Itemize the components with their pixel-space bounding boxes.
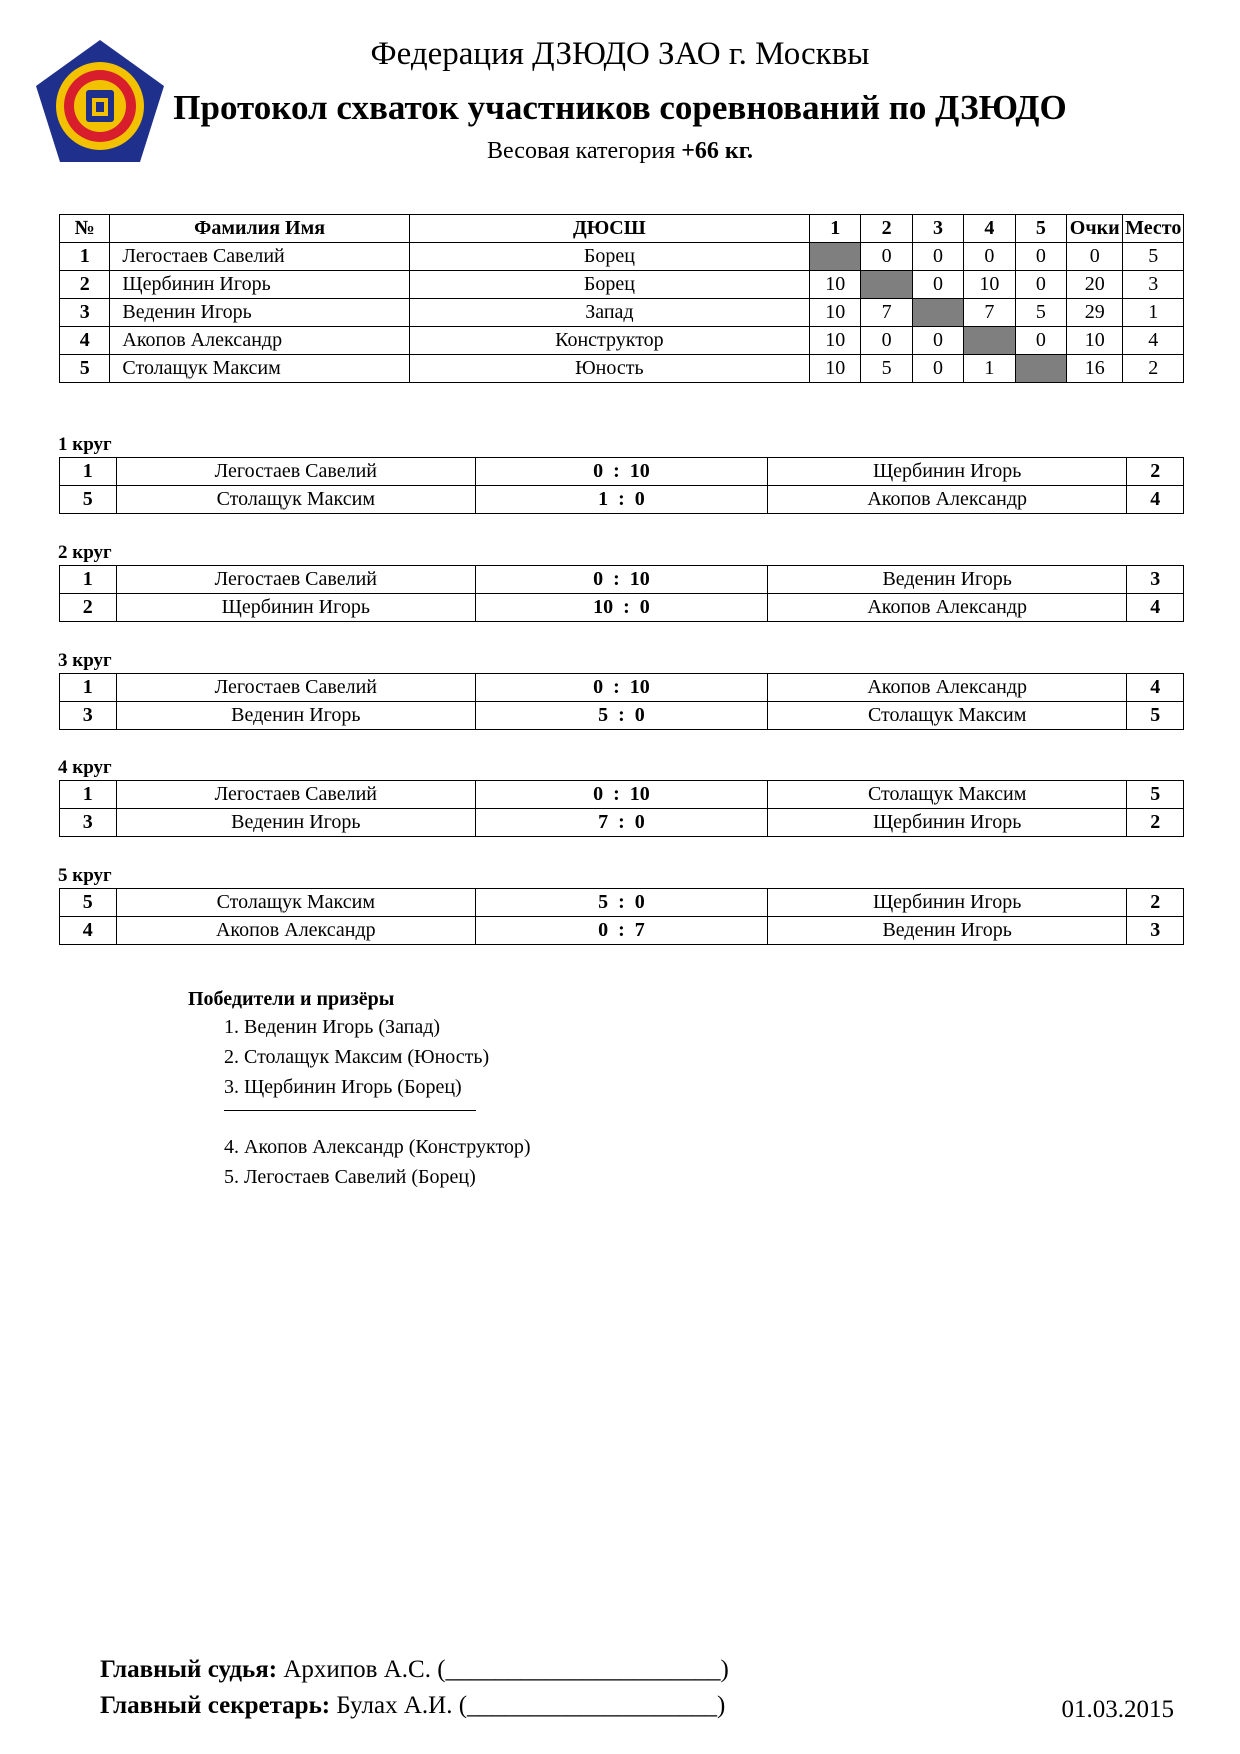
fighter2-num: 5 xyxy=(1127,781,1184,809)
page-title: Протокол схваток участников соревнований по ДЗЮДО xyxy=(173,88,1067,127)
fighter1-name: Столащук Максим xyxy=(116,889,476,917)
participant-school: Конструктор xyxy=(409,327,809,355)
bout-row xyxy=(60,809,1184,837)
fighter1-num: 5 xyxy=(60,889,117,917)
fighter2-num: 2 xyxy=(1127,458,1184,486)
fighter1-num: 1 xyxy=(60,781,117,809)
round-table xyxy=(59,565,1184,622)
participant-place: 4 xyxy=(1123,327,1184,355)
fighter1-name: Веденин Игорь xyxy=(116,809,476,837)
participant-name: Легостаев Савелий xyxy=(110,243,409,271)
winner-item: 1. Веденин Игорь (Запад) xyxy=(224,1016,441,1038)
standings-header-row xyxy=(60,215,1184,243)
bout-score: 7 : 0 xyxy=(476,809,768,837)
fighter1-num: 1 xyxy=(60,458,117,486)
bout-row xyxy=(60,566,1184,594)
participant-points: 10 xyxy=(1067,327,1123,355)
round-label: 5 круг xyxy=(58,865,112,886)
participant-school: Юность xyxy=(409,355,809,383)
chief-secretary-line xyxy=(100,1692,725,1720)
fighter1-name: Веденин Игорь xyxy=(116,702,476,730)
fighter2-num: 4 xyxy=(1127,486,1184,514)
fighter1-name: Легостаев Савелий xyxy=(116,674,476,702)
participant-name: Щербинин Игорь xyxy=(110,271,409,299)
bout-score: 0 : 7 xyxy=(476,917,768,945)
bout-score: 10 : 0 xyxy=(476,594,768,622)
bout-result: 0 xyxy=(861,243,912,271)
participant-name: Веденин Игорь xyxy=(110,299,409,327)
fighter1-name: Столащук Максим xyxy=(116,486,476,514)
bout-result: 0 xyxy=(861,327,912,355)
participant-school: Борец xyxy=(409,271,809,299)
fighter1-num: 1 xyxy=(60,566,117,594)
empty-cell xyxy=(912,299,963,327)
standings-table xyxy=(59,214,1184,383)
chief-secretary-label: Главный секретарь: xyxy=(100,1692,331,1719)
weight-category-label: Весовая категория xyxy=(487,138,676,164)
fighter2-num: 4 xyxy=(1127,674,1184,702)
standings-row xyxy=(60,271,1184,299)
standings-row xyxy=(60,355,1184,383)
round-table xyxy=(59,780,1184,837)
bout-score: 1 : 0 xyxy=(476,486,768,514)
participant-num: 1 xyxy=(60,243,110,271)
weight-category-value: +66 кг. xyxy=(681,138,753,164)
fighter1-num: 4 xyxy=(60,917,117,945)
winner-item: 3. Щербинин Игорь (Борец) xyxy=(224,1076,462,1098)
col-header-place: Место xyxy=(1123,215,1184,243)
fighter2-num: 2 xyxy=(1127,889,1184,917)
standings-row xyxy=(60,299,1184,327)
standings-row xyxy=(60,327,1184,355)
col-header-r1: 1 xyxy=(809,215,860,243)
bout-row xyxy=(60,781,1184,809)
bout-row xyxy=(60,486,1184,514)
bout-result: 0 xyxy=(1015,327,1066,355)
winners-title: Победители и призёры xyxy=(188,988,395,1010)
fighter2-num: 2 xyxy=(1127,809,1184,837)
bout-result: 1 xyxy=(964,355,1015,383)
participant-points: 29 xyxy=(1067,299,1123,327)
participant-name: Столащук Максим xyxy=(110,355,409,383)
bout-result: 10 xyxy=(809,355,860,383)
bout-result: 10 xyxy=(809,299,860,327)
participant-num: 5 xyxy=(60,355,110,383)
fighter2-name: Акопов Александр xyxy=(767,486,1127,514)
bout-result: 10 xyxy=(809,271,860,299)
fighter2-num: 5 xyxy=(1127,702,1184,730)
fighter1-name: Акопов Александр xyxy=(116,917,476,945)
empty-cell xyxy=(809,243,860,271)
fighter1-name: Легостаев Савелий xyxy=(116,781,476,809)
participant-place: 2 xyxy=(1123,355,1184,383)
round-label: 2 круг xyxy=(58,542,112,563)
col-header-num: № xyxy=(60,215,110,243)
bout-result: 5 xyxy=(1015,299,1066,327)
participant-school: Запад xyxy=(409,299,809,327)
chief-judge-label: Главный судья: xyxy=(100,1656,278,1683)
bout-row xyxy=(60,458,1184,486)
bout-score: 0 : 10 xyxy=(476,674,768,702)
standings-row xyxy=(60,243,1184,271)
fighter2-name: Веденин Игорь xyxy=(767,566,1127,594)
bout-result: 0 xyxy=(1015,243,1066,271)
bout-result: 0 xyxy=(912,243,963,271)
col-header-r4: 4 xyxy=(964,215,1015,243)
col-header-r3: 3 xyxy=(912,215,963,243)
fighter2-name: Акопов Александр xyxy=(767,594,1127,622)
winner-item: 2. Столащук Максим (Юность) xyxy=(224,1046,490,1068)
bout-score: 5 : 0 xyxy=(476,702,768,730)
fighter1-name: Легостаев Савелий xyxy=(116,458,476,486)
chief-secretary-value: Булах А.И. (____________________) xyxy=(336,1692,726,1719)
participant-num: 4 xyxy=(60,327,110,355)
col-header-school: ДЮСШ xyxy=(409,215,809,243)
fighter2-name: Щербинин Игорь xyxy=(767,458,1127,486)
round-table xyxy=(59,888,1184,945)
bout-row xyxy=(60,702,1184,730)
participant-school: Борец xyxy=(409,243,809,271)
fighter1-num: 2 xyxy=(60,594,117,622)
document-date: 01.03.2015 xyxy=(1061,1696,1174,1723)
bout-score: 0 : 10 xyxy=(476,458,768,486)
bout-result: 0 xyxy=(1015,271,1066,299)
fighter1-num: 3 xyxy=(60,702,117,730)
participant-num: 3 xyxy=(60,299,110,327)
fighter2-name: Столащук Максим xyxy=(767,702,1127,730)
bout-score: 5 : 0 xyxy=(476,889,768,917)
participant-place: 3 xyxy=(1123,271,1184,299)
bout-result: 0 xyxy=(912,327,963,355)
empty-cell xyxy=(964,327,1015,355)
fighter2-name: Щербинин Игорь xyxy=(767,809,1127,837)
participant-name: Акопов Александр xyxy=(110,327,409,355)
participant-points: 20 xyxy=(1067,271,1123,299)
fighter2-num: 4 xyxy=(1127,594,1184,622)
round-label: 4 круг xyxy=(58,757,112,778)
bout-result: 5 xyxy=(861,355,912,383)
winner-item: 5. Легостаев Савелий (Борец) xyxy=(224,1166,476,1188)
fighter2-name: Веденин Игорь xyxy=(767,917,1127,945)
bout-result: 0 xyxy=(964,243,1015,271)
round-table xyxy=(59,673,1184,730)
fighter2-num: 3 xyxy=(1127,917,1184,945)
participant-points: 0 xyxy=(1067,243,1123,271)
chief-judge-value: Архипов А.С. (______________________) xyxy=(283,1656,729,1683)
participant-place: 1 xyxy=(1123,299,1184,327)
bout-result: 10 xyxy=(809,327,860,355)
fighter1-num: 1 xyxy=(60,674,117,702)
empty-cell xyxy=(861,271,912,299)
bout-result: 7 xyxy=(964,299,1015,327)
fighter1-num: 3 xyxy=(60,809,117,837)
bout-row xyxy=(60,674,1184,702)
bout-score: 0 : 10 xyxy=(476,566,768,594)
federation-name: Федерация ДЗЮДО ЗАО г. Москвы xyxy=(370,36,870,72)
bout-result: 10 xyxy=(964,271,1015,299)
col-header-points: Очки xyxy=(1067,215,1123,243)
round-table xyxy=(59,457,1184,514)
round-label: 1 круг xyxy=(58,434,112,455)
participant-points: 16 xyxy=(1067,355,1123,383)
bout-result: 0 xyxy=(912,355,963,383)
fighter2-name: Щербинин Игорь xyxy=(767,889,1127,917)
weight-category xyxy=(140,138,1100,165)
round-label: 3 круг xyxy=(58,650,112,671)
bout-row xyxy=(60,594,1184,622)
fighter1-name: Щербинин Игорь xyxy=(116,594,476,622)
winner-item: 4. Акопов Александр (Конструктор) xyxy=(224,1136,531,1158)
participant-num: 2 xyxy=(60,271,110,299)
bout-result: 7 xyxy=(861,299,912,327)
participant-place: 5 xyxy=(1123,243,1184,271)
winners-separator xyxy=(224,1110,476,1111)
col-header-r2: 2 xyxy=(861,215,912,243)
chief-judge-line xyxy=(100,1656,729,1684)
bout-row xyxy=(60,889,1184,917)
fighter1-name: Легостаев Савелий xyxy=(116,566,476,594)
fighter2-name: Столащук Максим xyxy=(767,781,1127,809)
empty-cell xyxy=(1015,355,1066,383)
fighter2-name: Акопов Александр xyxy=(767,674,1127,702)
fighter1-num: 5 xyxy=(60,486,117,514)
col-header-name: Фамилия Имя xyxy=(110,215,409,243)
bout-score: 0 : 10 xyxy=(476,781,768,809)
bout-result: 0 xyxy=(912,271,963,299)
bout-row xyxy=(60,917,1184,945)
col-header-r5: 5 xyxy=(1015,215,1066,243)
fighter2-num: 3 xyxy=(1127,566,1184,594)
